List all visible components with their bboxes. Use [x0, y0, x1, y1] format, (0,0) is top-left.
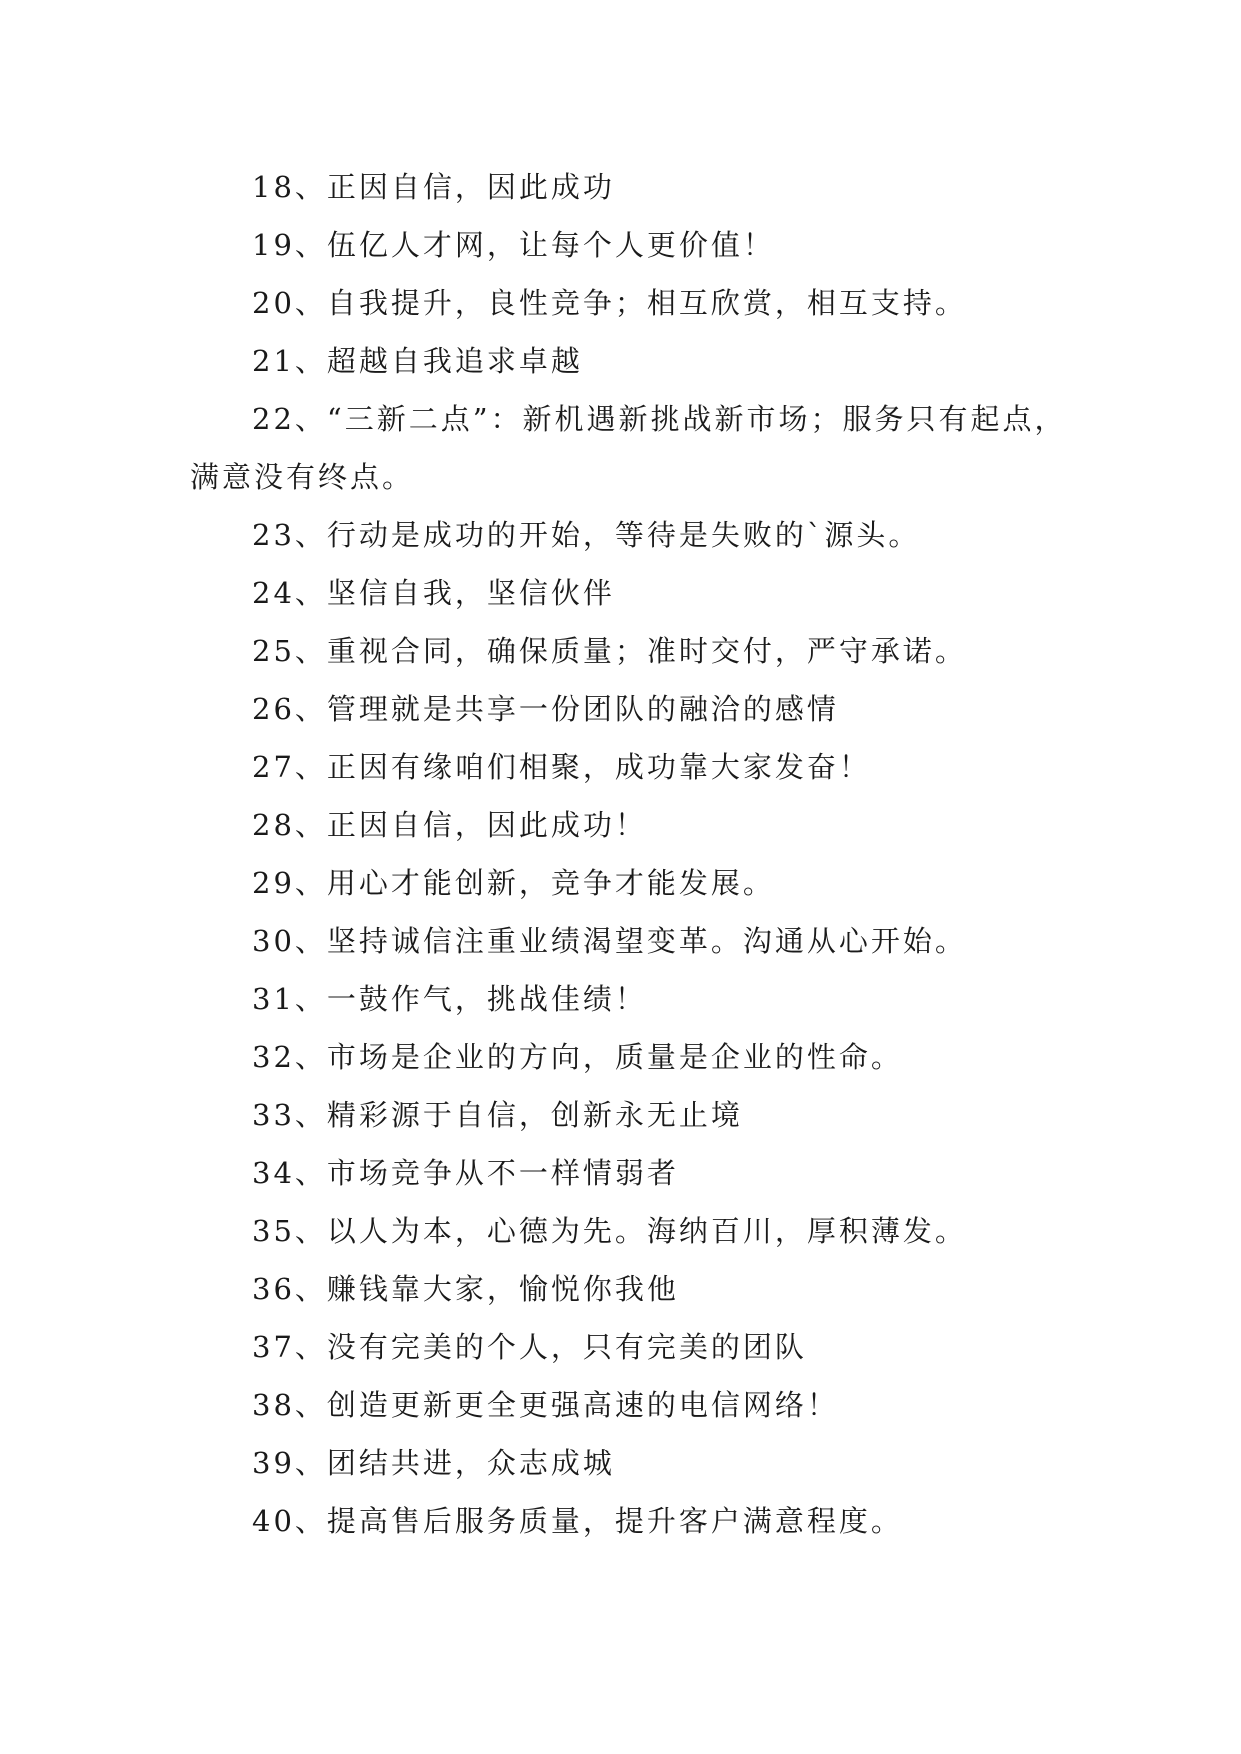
- list-item: 20、自我提升，良性竞争；相互欣赏，相互支持。: [252, 286, 967, 320]
- list-item: 23、行动是成功的开始，等待是失败的`源头。: [252, 518, 921, 552]
- list-item: 25、重视合同，确保质量；准时交付，严守承诺。: [252, 634, 967, 668]
- list-item: 21、超越自我追求卓越: [252, 344, 583, 378]
- list-item: 34、市场竞争从不一样情弱者: [252, 1156, 679, 1190]
- list-item: 38、创造更新更全更强高速的电信网络！: [252, 1388, 839, 1422]
- list-item: 33、精彩源于自信，创新永无止境: [252, 1098, 743, 1132]
- list-item: 22、“三新二点”：新机遇新挑战新市场；服务只有起点，满意没有终点。: [190, 402, 1067, 494]
- list-item: 30、坚持诚信注重业绩渴望变革。沟通从心开始。: [252, 924, 967, 958]
- list-item: 37、没有完美的个人，只有完美的团队: [252, 1330, 807, 1364]
- list-item: 31、一鼓作气，挑战佳绩！: [252, 982, 647, 1016]
- list-item: 18、正因自信，因此成功: [252, 170, 615, 204]
- list-item: 24、坚信自我，坚信伙伴: [252, 576, 615, 610]
- list-item: 39、团结共进，众志成城: [252, 1446, 615, 1480]
- list-item: 27、正因有缘咱们相聚，成功靠大家发奋！: [252, 750, 871, 784]
- slogan-list: [190, 158, 1070, 1550]
- list-item: 29、用心才能创新，竞争才能发展。: [252, 866, 775, 900]
- list-item: 36、赚钱靠大家，愉悦你我他: [252, 1272, 679, 1306]
- list-item: 28、正因自信，因此成功！: [252, 808, 647, 842]
- list-item: 26、管理就是共享一份团队的融洽的感情: [252, 692, 839, 726]
- list-item: 19、伍亿人才网，让每个人更价值！: [252, 228, 775, 262]
- list-item: 32、市场是企业的方向，质量是企业的性命。: [252, 1040, 903, 1074]
- list-item: 40、提高售后服务质量，提升客户满意程度。: [252, 1504, 903, 1538]
- list-item: 35、以人为本，心德为先。海纳百川，厚积薄发。: [252, 1214, 967, 1248]
